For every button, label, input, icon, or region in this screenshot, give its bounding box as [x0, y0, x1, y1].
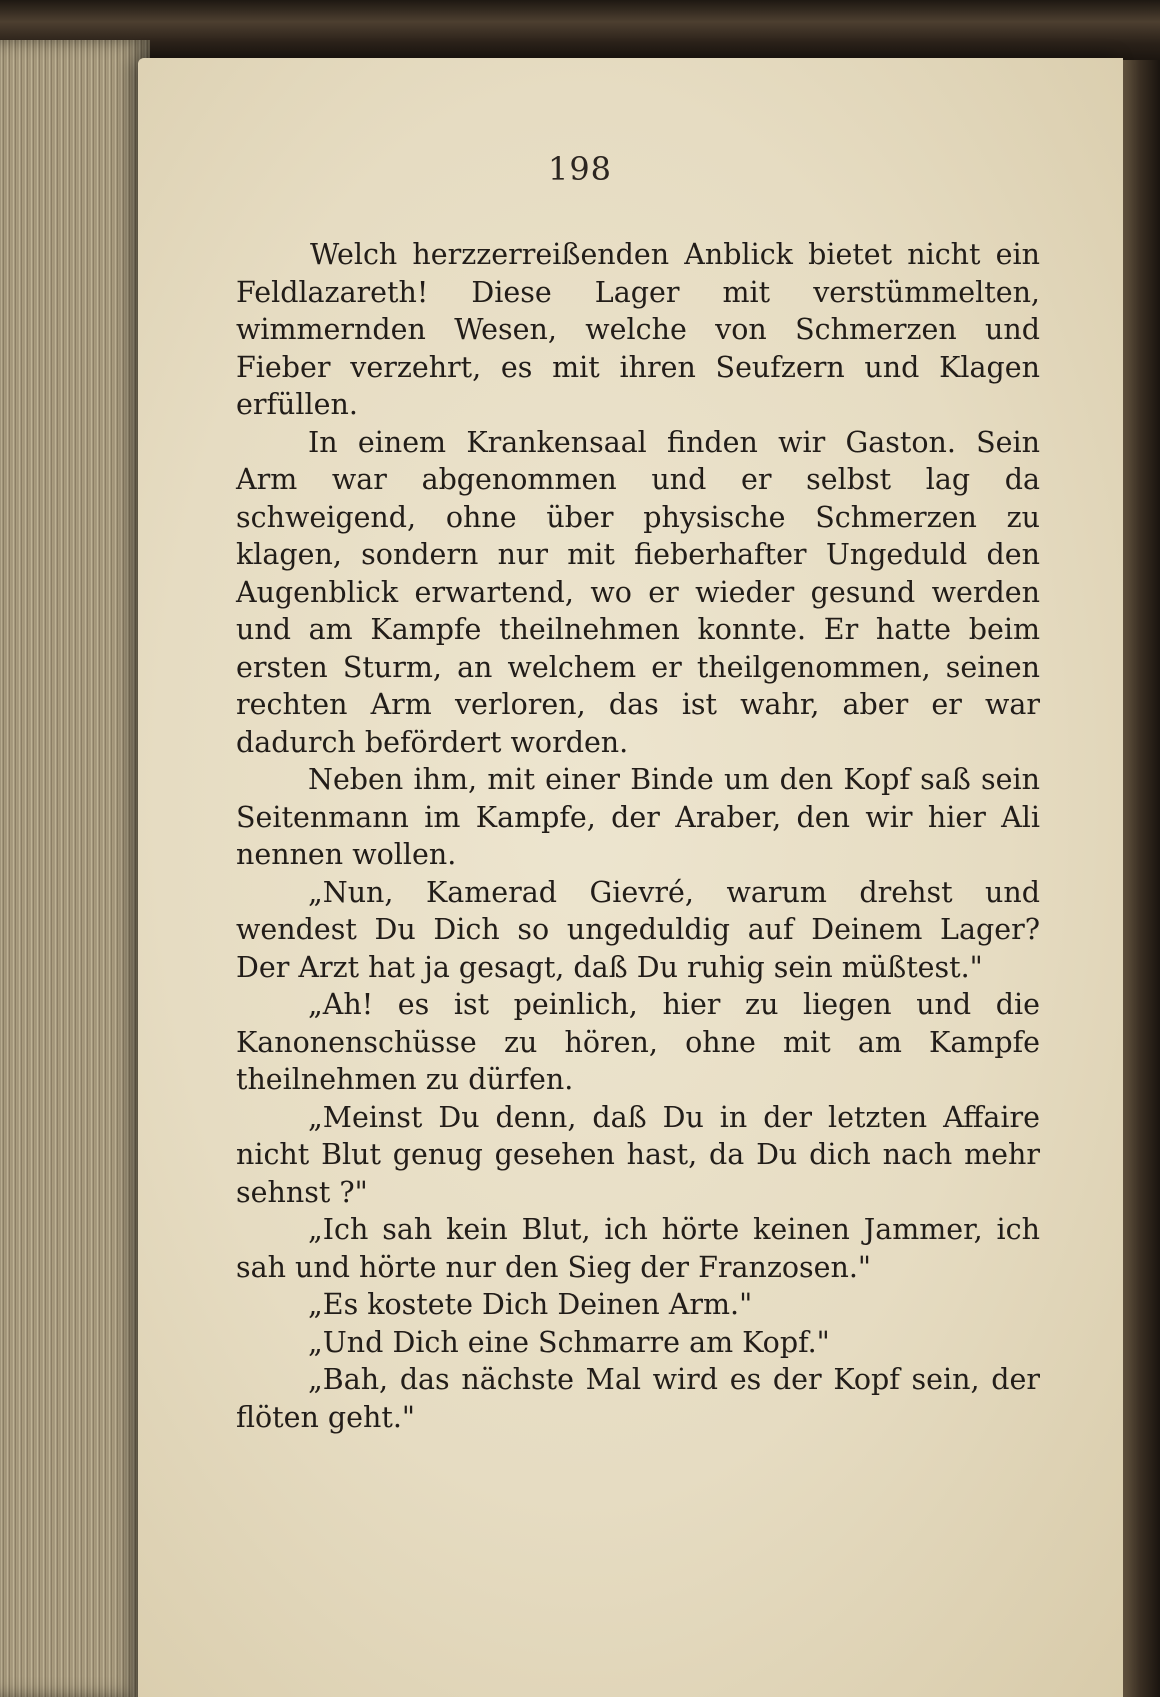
paragraph: „Bah, das nächste Mal wird es der Kopf sein, der flöten geht."	[236, 1363, 1040, 1434]
body-text	[236, 236, 1040, 1436]
paragraph: „Ich sah kein Blut, ich hörte keinen Jammer, ich sah und hörte nur den Sieg der Franzosen."	[236, 1213, 1040, 1284]
paragraph: „Ah! es ist peinlich, hier zu liegen und die Kanonenschüsse zu hören, ohne mit am Kampfe theilnehmen zu dürfen.	[236, 988, 1040, 1096]
paragraph: „Es kostete Dich Deinen Arm."	[308, 1288, 753, 1321]
paragraph: Neben ihm, mit einer Binde um den Kopf saß sein Seitenmann im Kampfe, der Araber, den wir hier Ali nennen wollen.	[236, 763, 1040, 871]
page-stack-edges	[0, 40, 150, 1697]
paragraph: „Und Dich eine Schmarre am Kopf."	[308, 1325, 830, 1359]
paragraph: „Nun, Kamerad Gievré, warum drehst und wendest Du Dich so ungeduldig auf Deinem Lager? Der Arzt hat ja gesagt, daß Du ruhig sein müßtest."	[236, 875, 1040, 984]
facing-page-edge	[1120, 60, 1160, 1697]
page-number: 198	[547, 150, 613, 188]
paragraph: In einem Krankensaal finden wir Gaston. Sein Arm war abgenommen und er selbst lag da schweigend, ohne über physische Schmerzen zu klagen, sondern nur mit fieberhafter Ungeduld den Augenblick erwartend, wo er wieder gesund werden und am Kampfe theilnehmen konnte. Er hatte beim ersten Sturm, an welchem er theilgenommen, seinen rechten Arm verloren, das ist wahr, aber er war dadurch befördert worden.	[236, 425, 1040, 759]
paragraph: „Meinst Du denn, daß Du in der letzten Affaire nicht Blut genug gesehen hast, da Du dich nach mehr sehnst ?"	[236, 1100, 1040, 1209]
paragraph: Welch herzzerreißenden Anblick bietet nicht ein Feldlazareth! Diese Lager mit verstümmelten, wimmernden Wesen, welche von Schmerzen und Fieber verzehrt, es mit ihren Seufzern und Klagen erfüllen.	[236, 238, 1040, 421]
book-binding-top	[0, 0, 1160, 62]
